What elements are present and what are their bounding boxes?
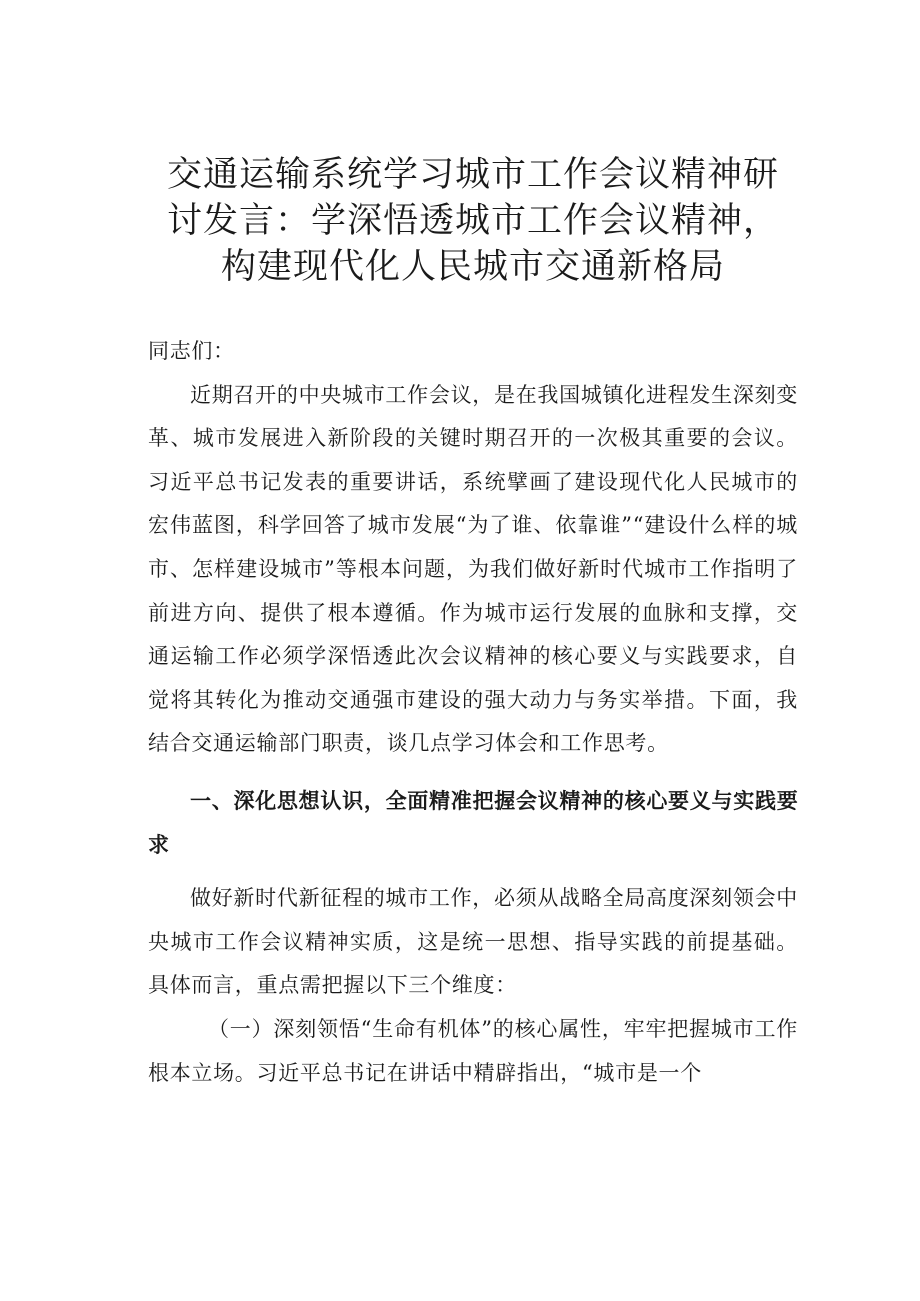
salutation: 同志们： xyxy=(148,339,235,363)
document-body xyxy=(148,330,798,1095)
paragraph-subsection-1: （一）深刻领悟“生命有机体”的核心属性，牢牢把握城市工作根本立场。习近平总书记在讲话中精辟指出，“城市是一个 xyxy=(148,1016,798,1085)
document-title xyxy=(148,152,798,290)
paragraph-intro: 近期召开的中央城市工作会议，是在我国城镇化进程发生深刻变革、城市发展进入新阶段的关键时期召开的一次极其重要的会议。习近平总书记发表的重要讲话，系统擘画了建设现代化人民城市的宏伟蓝图，科学回答了城市发展“为了谁、依靠谁”“建设什么样的城市、怎样建设城市”等根本问题，为我们做好新时代城市工作指明了前进方向、提供了根本遵循。作为城市运行发展的血脉和支撑，交通运输工作必须学深悟透此次会议精神的核心要义与实践要求，自觉将其转化为推动交通强市建设的强大动力与务实举措。下面，我结合交通运输部门职责，谈几点学习体会和工作思考。 xyxy=(148,382,798,756)
title-line-1: 交通运输系统学习城市工作会议精神研 xyxy=(166,155,779,195)
paragraph-section-1: 做好新时代新征程的城市工作，必须从战略全局高度深刻领会中央城市工作会议精神实质，这是统一思想、指导实践的前提基础。具体而言，重点需把握以下三个维度： xyxy=(148,886,798,998)
section-heading-1: 一、深化思想认识，全面精准把握会议精神的核心要义与实践要求 xyxy=(148,788,798,857)
title-line-3: 构建现代化人民城市交通新格局 xyxy=(220,247,725,287)
title-line-2: 讨发言：学深悟透城市工作会议精神， xyxy=(166,201,779,241)
